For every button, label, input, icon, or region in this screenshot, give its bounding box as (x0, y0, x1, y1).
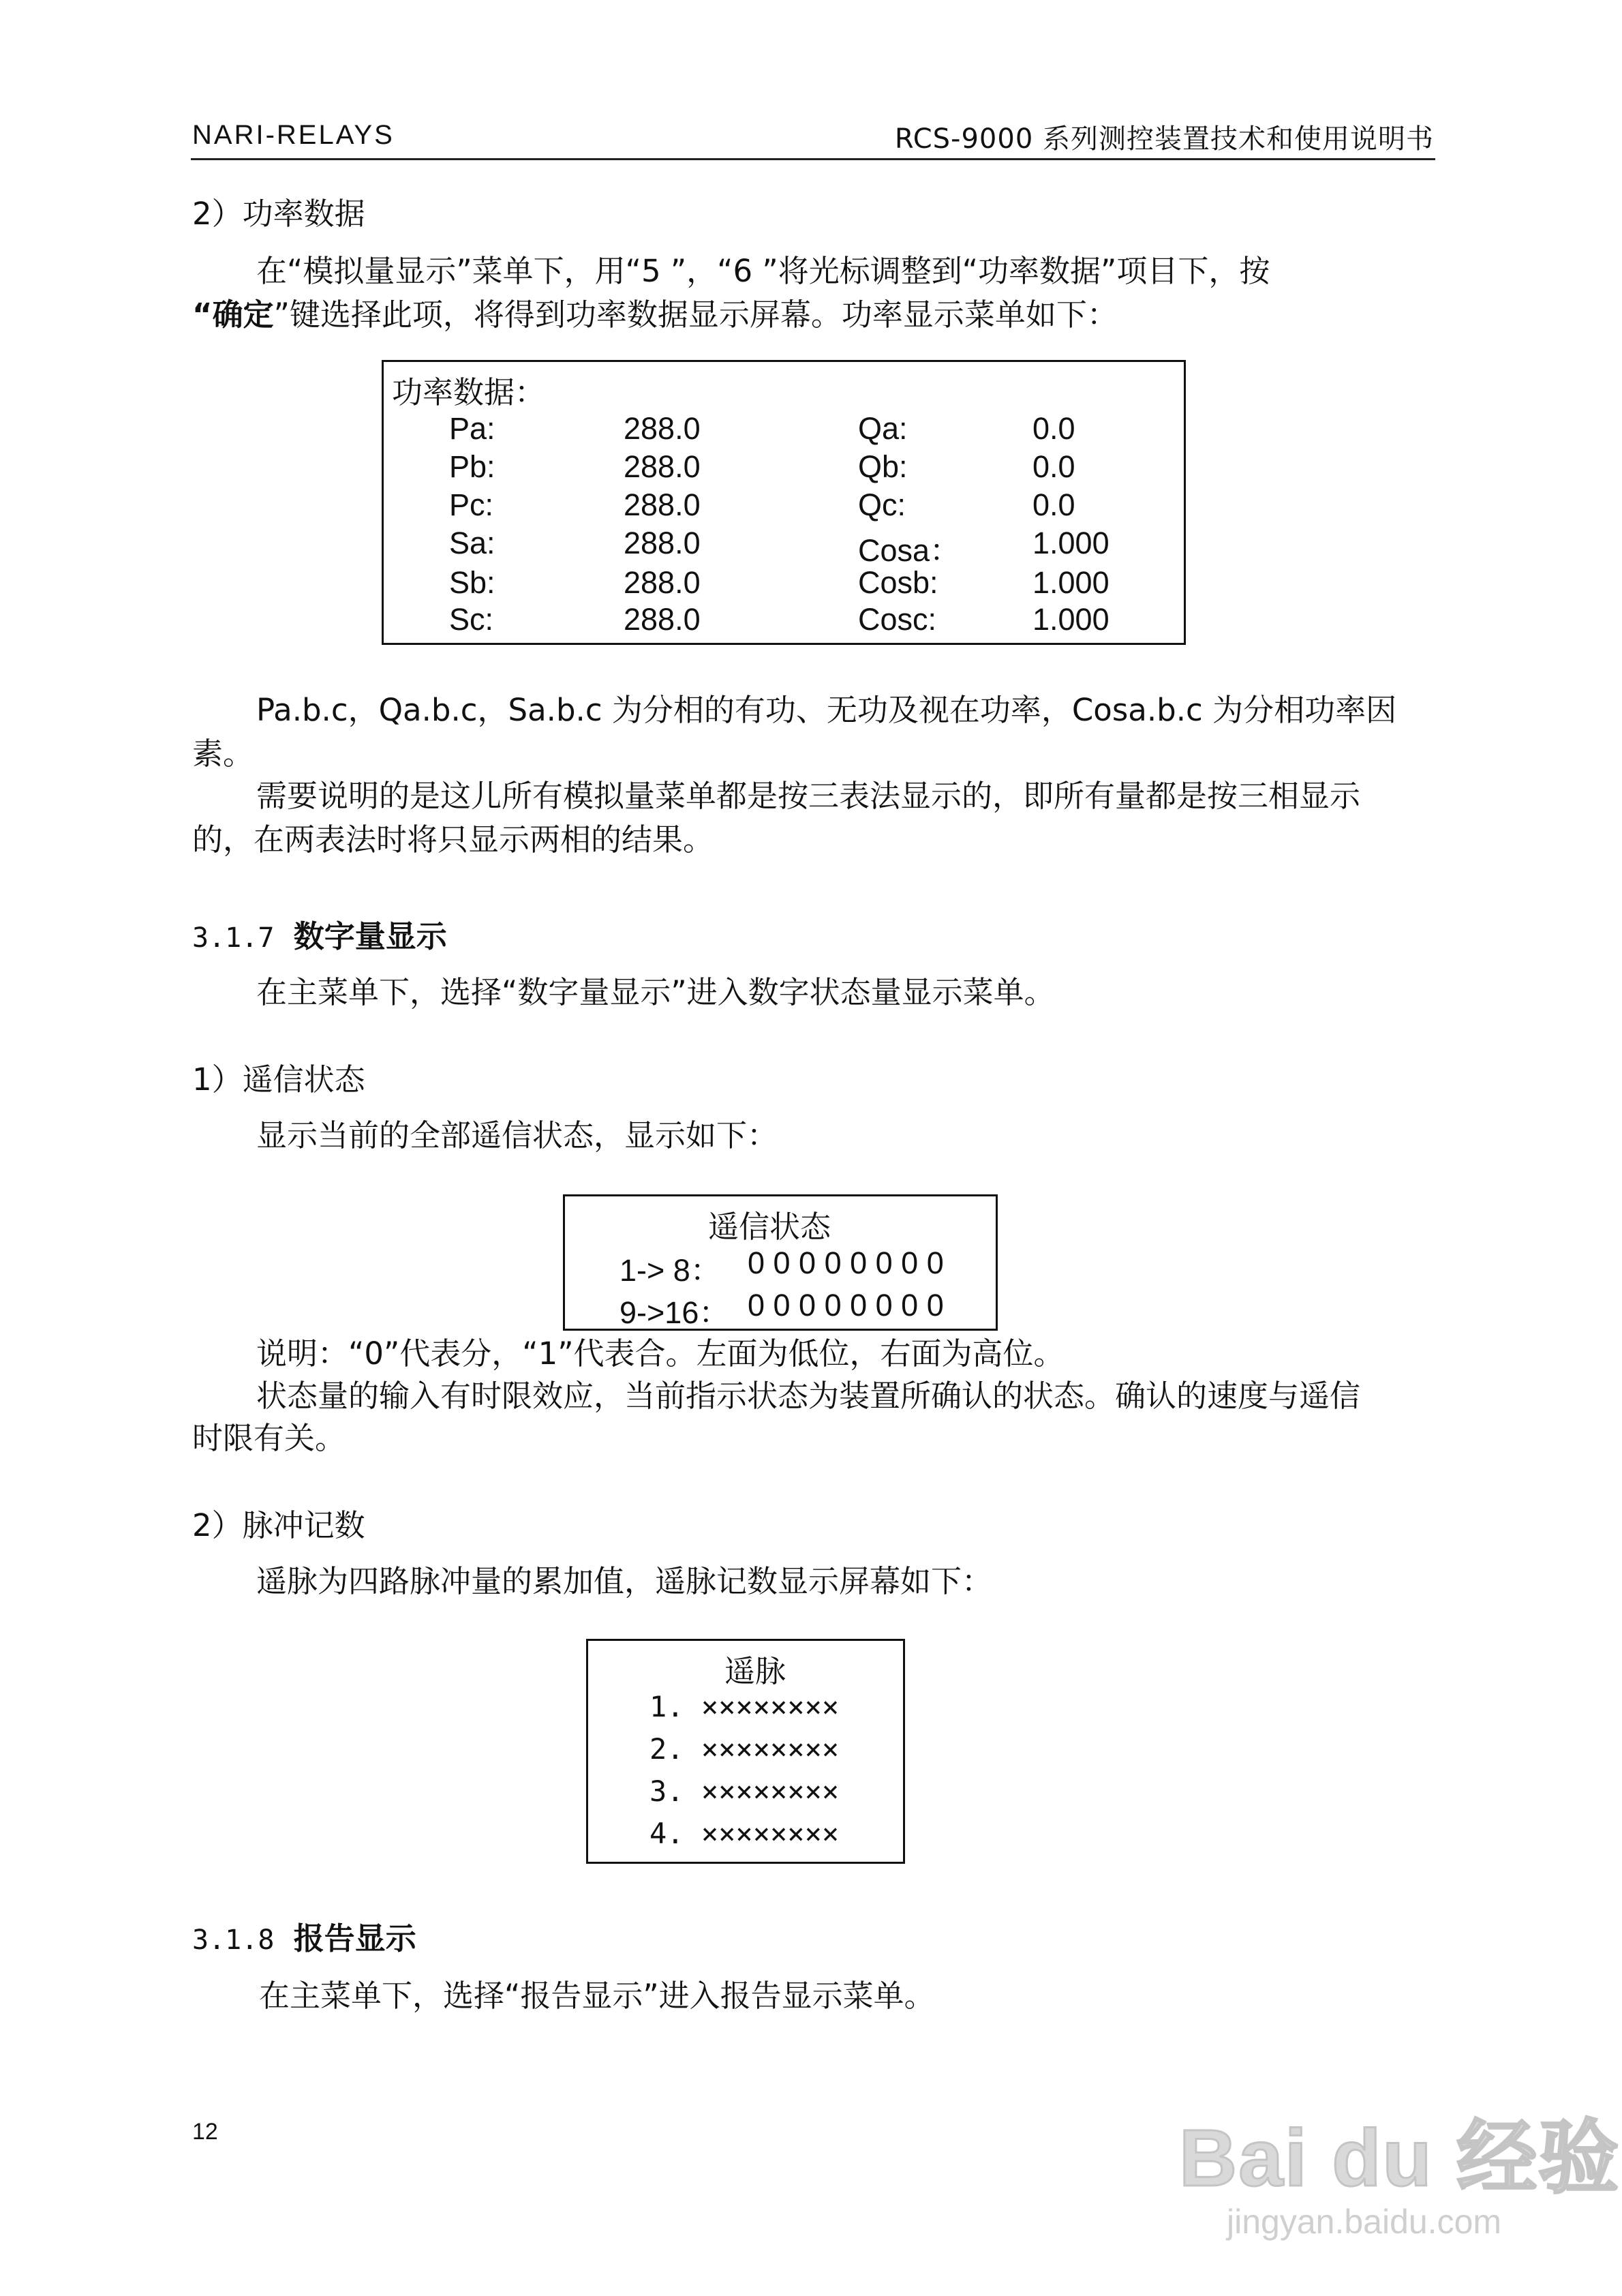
power-label-sa: Sa: (449, 526, 495, 560)
yx-row1-value: 0 0 0 0 0 0 0 0 (748, 1245, 944, 1280)
section-317-number: 3.1.7 (192, 922, 275, 954)
power-data-screen (382, 360, 1186, 645)
header-rule (191, 158, 1435, 160)
section-yx-title: 1）遥信状态 (192, 1061, 365, 1098)
power-value-qa: 0.0 (1032, 411, 1075, 446)
yx-note-line2: 状态量的输入有时限效应，当前指示状态为装置所确认的状态。确认的速度与遥信 (256, 1378, 1361, 1414)
power-label-qb: Qb: (858, 449, 908, 484)
power-paragraph-line2-rest: ”键选择此项，将得到功率数据显示屏幕。功率显示菜单如下： (273, 297, 1118, 333)
power-screen-title: 功率数据： (392, 374, 546, 410)
baidu-jingyan-watermark (1179, 2086, 1621, 2263)
section-pulse-paragraph: 遥脉为四路脉冲量的累加值，遥脉记数显示屏幕如下： (256, 1563, 993, 1599)
power-paragraph-line1: 在“模拟量显示”菜单下，用“5 ”，“6 ”将光标调整到“功率数据”项目下，按 (256, 253, 1270, 289)
yx-note-line3: 时限有关。 (192, 1420, 346, 1456)
power-note-line2: 素。 (192, 736, 254, 772)
power-note-line3: 需要说明的是这儿所有模拟量菜单都是按三表法显示的，即所有量都是按三相显示 (256, 778, 1361, 814)
power-value-sa: 288.0 (624, 526, 701, 560)
section-yx-paragraph: 显示当前的全部遥信状态，显示如下： (256, 1117, 778, 1153)
yx-row2-value: 0 0 0 0 0 0 0 0 (748, 1288, 944, 1323)
yx-screen-title: 遥信状态 (708, 1209, 831, 1245)
power-value-sb: 288.0 (624, 565, 701, 600)
watermark-url: jingyan.baidu.com (1227, 2203, 1502, 2241)
confirm-key-label: “确定 (192, 297, 274, 333)
pulse-screen (586, 1639, 905, 1864)
power-value-sc: 288.0 (624, 602, 701, 637)
power-value-cosb: 1.000 (1032, 565, 1110, 600)
pulse-row-4: 4. ×××××××× (649, 1817, 840, 1850)
section-318-heading (192, 1917, 416, 1962)
power-value-pc: 288.0 (624, 487, 701, 522)
section-318-paragraph: 在主菜单下，选择“报告显示”进入报告显示菜单。 (259, 1978, 935, 2014)
power-value-qb: 0.0 (1032, 449, 1075, 484)
power-label-cosb: Cosb: (858, 565, 938, 600)
pulse-row-2: 2. ×××××××× (649, 1732, 840, 1766)
power-label-pb: Pb: (449, 449, 495, 484)
power-label-cosc: Cosc: (858, 602, 937, 637)
power-value-cosc: 1.000 (1032, 602, 1110, 637)
page-number: 12 (192, 2119, 218, 2145)
pulse-row-3: 3. ×××××××× (649, 1774, 840, 1808)
section-pulse-title: 2）脉冲记数 (192, 1507, 365, 1543)
yx-row2-label: 9->16： (619, 1295, 730, 1330)
section-317-title: 数字量显示 (293, 918, 447, 954)
power-label-sc: Sc: (449, 602, 494, 637)
watermark-logo: Bai du 经验 (1179, 2113, 1621, 2203)
power-value-pa: 288.0 (624, 411, 701, 446)
power-label-pa: Pa: (449, 411, 495, 446)
yx-row1-label: 1-> 8： (619, 1253, 721, 1288)
power-paragraph-line2 (192, 293, 1118, 337)
power-label-qc: Qc: (858, 487, 906, 522)
power-label-pc: Pc: (449, 487, 494, 522)
remote-signal-screen (563, 1194, 998, 1331)
section-power-title: 2）功率数据 (192, 196, 365, 232)
power-value-pb: 288.0 (624, 449, 701, 484)
pulse-screen-title: 遥脉 (724, 1653, 786, 1689)
section-318-number: 3.1.8 (192, 1924, 275, 1956)
yx-note-line1: 说明：“0”代表分，“1”代表合。左面为低位，右面为高位。 (256, 1335, 1065, 1372)
header-left: NARI-RELAYS (192, 120, 395, 150)
power-note-line1: Pa.b.c，Qa.b.c，Sa.b.c 为分相的有功、无功及视在功率，Cosa.b.c 为分相功率因 (256, 692, 1397, 728)
header-right: RCS-9000 系列测控装置技术和使用说明书 (894, 123, 1434, 155)
power-value-cosa: 1.000 (1032, 526, 1110, 560)
section-318-title: 报告显示 (293, 1920, 416, 1957)
power-note-line4: 的，在两表法时将只显示两相的结果。 (192, 821, 714, 858)
section-317-heading (192, 915, 447, 960)
power-value-qc: 0.0 (1032, 487, 1075, 522)
power-label-cosa: Cosa： (858, 533, 961, 568)
pulse-row-1: 1. ×××××××× (649, 1690, 840, 1723)
power-label-qa: Qa: (858, 411, 908, 446)
section-317-paragraph: 在主菜单下，选择“数字量显示”进入数字状态量显示菜单。 (256, 974, 1055, 1010)
power-label-sb: Sb: (449, 565, 495, 600)
